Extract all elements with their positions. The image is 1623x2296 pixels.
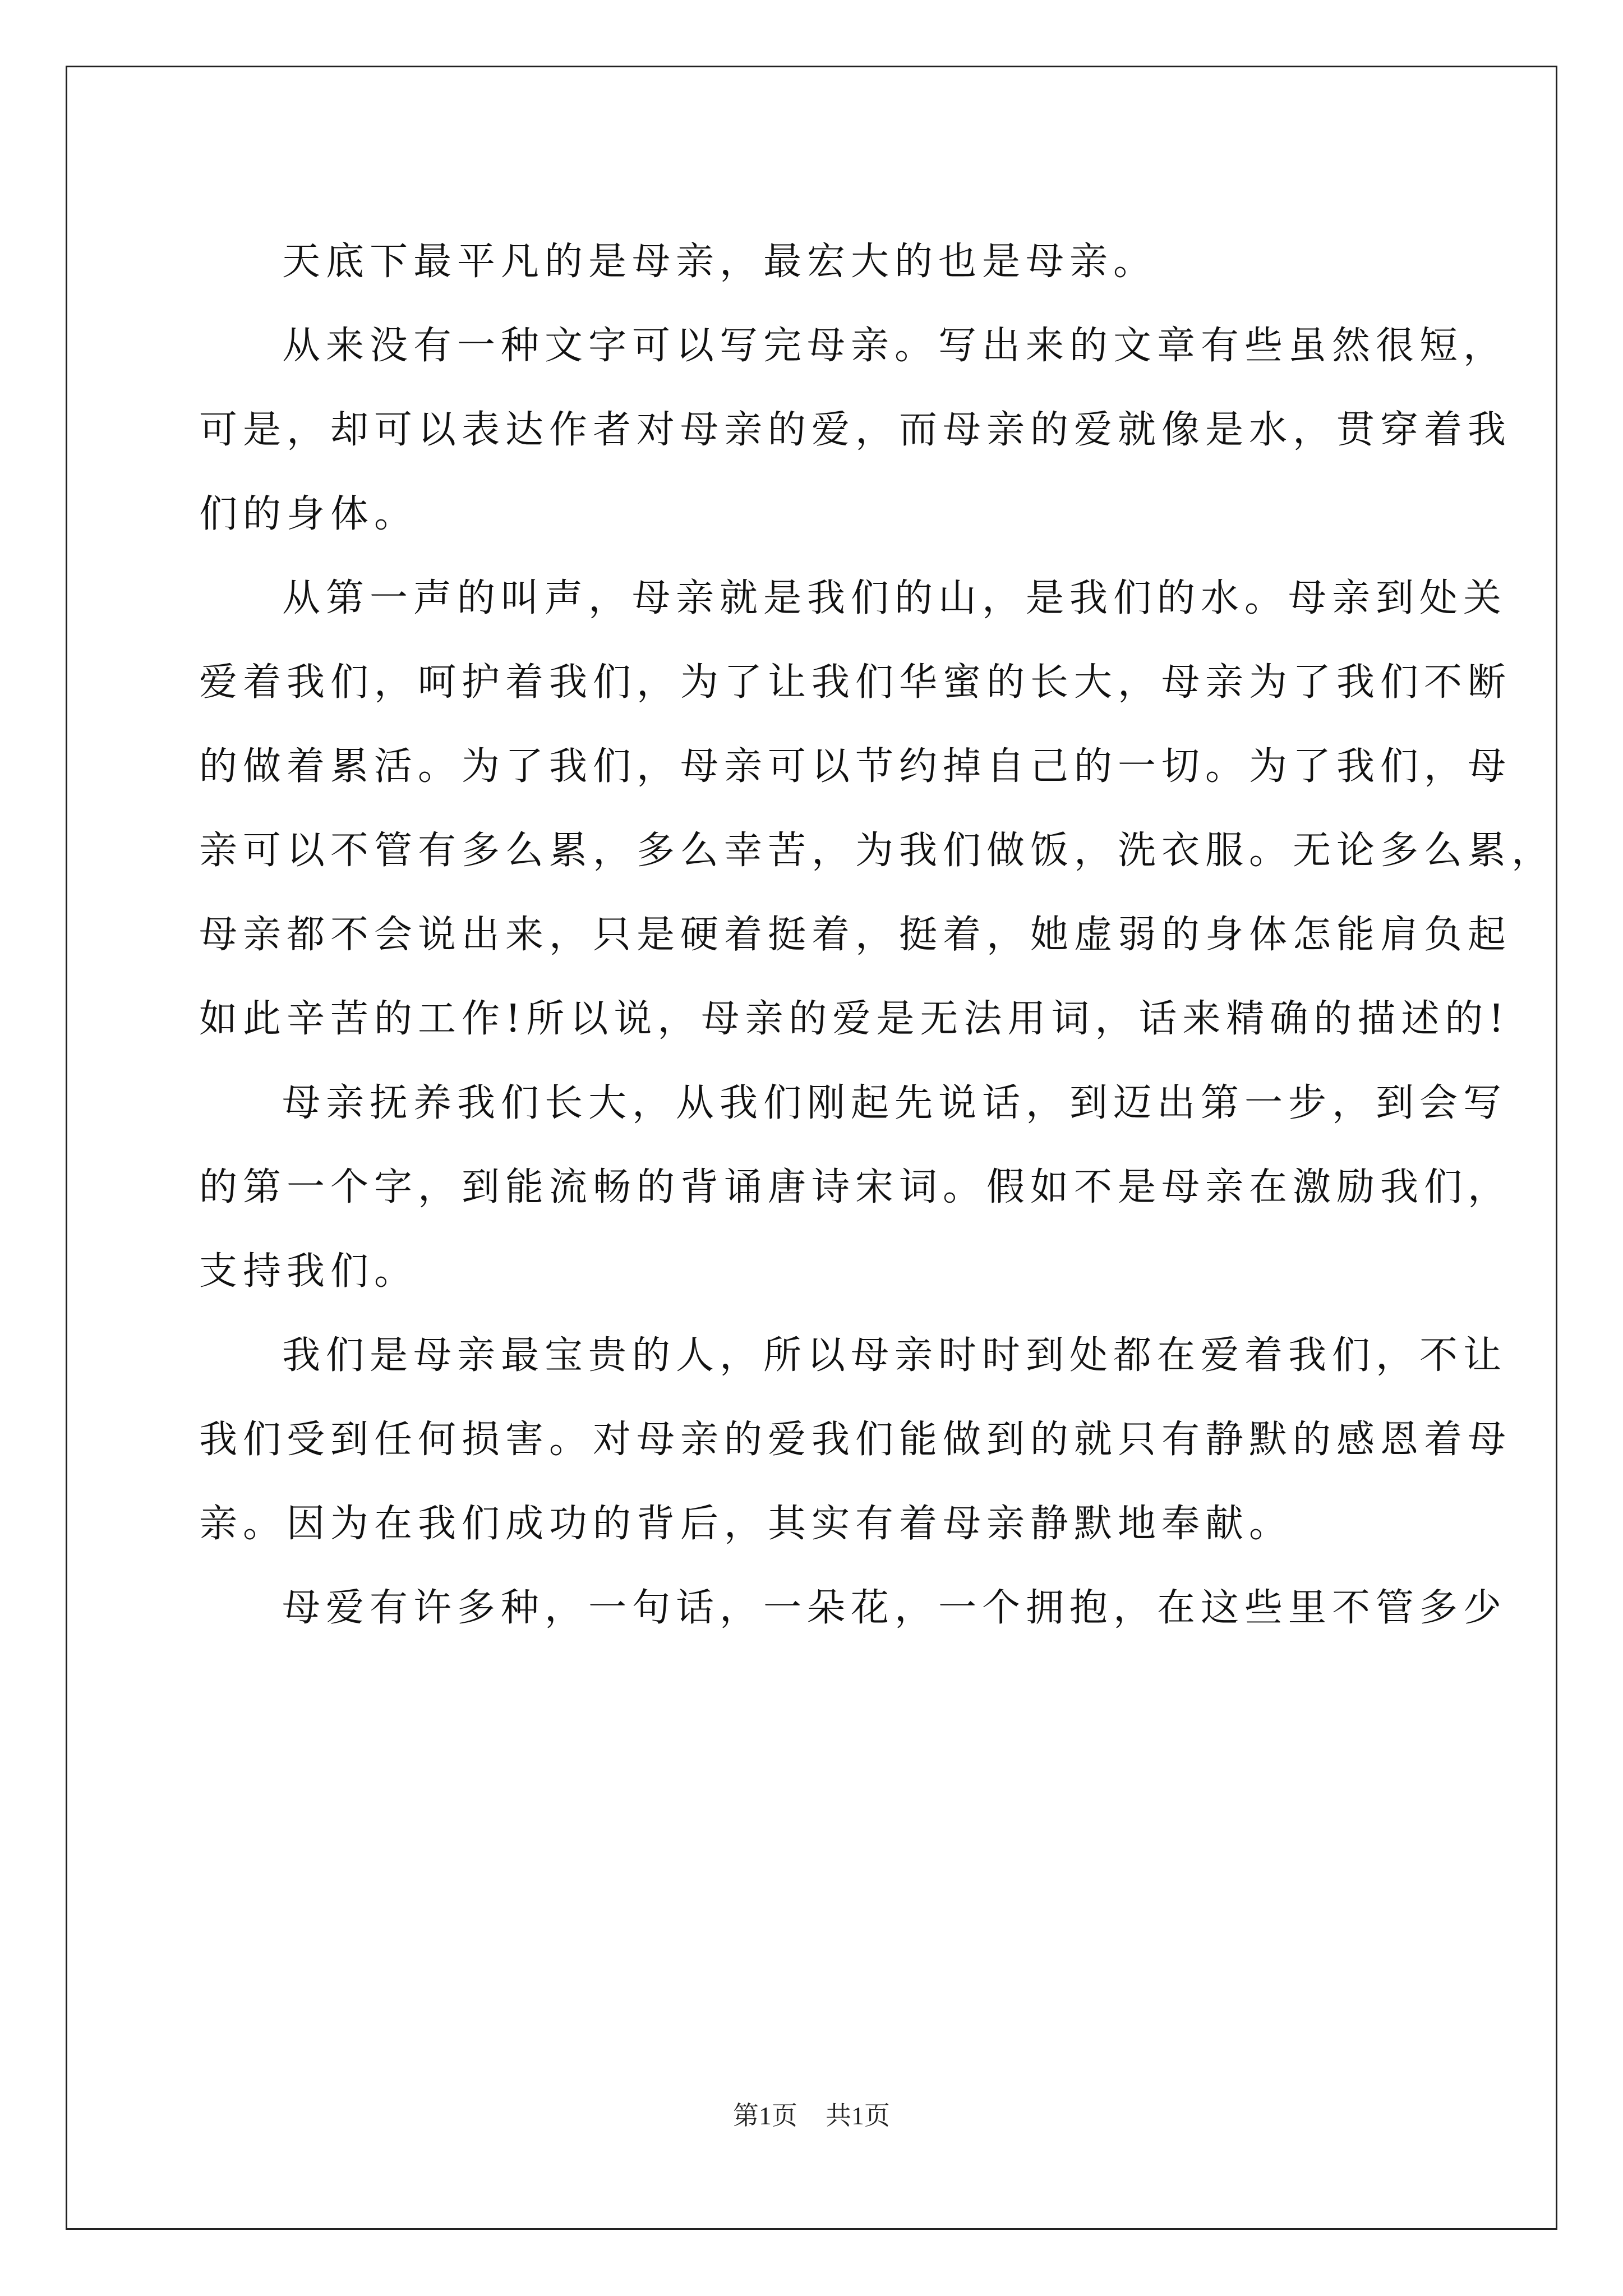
text-line: 的做着累活。为了我们，母亲可以节约掉自己的一切。为了我们，母 (199, 744, 1512, 789)
text-line: 的第一个字，到能流畅的背诵唐诗宋词。假如不是母亲在激励我们， (199, 1165, 1512, 1209)
text-line: 亲可以不管有多么累，多么幸苦，为我们做饭，洗衣服。无论多么累， (199, 829, 1556, 873)
text-line: 爱着我们，呵护着我们，为了让我们华蜜的长大，母亲为了我们不断 (199, 660, 1512, 705)
page-footer (0, 2095, 1623, 2132)
text-line: 我们受到任何损害。对母亲的爱我们能做到的就只有静默的感恩着母 (199, 1418, 1512, 1462)
text-line: 们的身体。 (199, 492, 418, 536)
text-line: 从第一声的叫声，母亲就是我们的山，是我们的水。母亲到处关 (282, 576, 1507, 620)
text-line: 可是，却可以表达作者对母亲的爱，而母亲的爱就像是水，贯穿着我 (199, 408, 1512, 452)
text-line: 如此辛苦的工作!所以说，母亲的爱是无法用词，话来精确的描述的! (199, 997, 1510, 1041)
text-line: 我们是母亲最宝贵的人，所以母亲时时到处都在爱着我们，不让 (282, 1333, 1507, 1378)
document-body (199, 220, 1556, 1650)
text-line: 母亲都不会说出来，只是硬着挺着，挺着，她虚弱的身体怎能肩负起 (199, 913, 1512, 957)
text-line: 天底下最平凡的是母亲，最宏大的也是母亲。 (282, 240, 1158, 284)
text-line: 支持我们。 (199, 1249, 418, 1294)
text-line: 亲。因为在我们成功的背后，其实有着母亲静默地奉献。 (199, 1502, 1293, 1546)
page-number: 第1页 (733, 2101, 797, 2130)
text-line: 母爱有许多种，一句话，一朵花，一个拥抱，在这些里不管多少 (282, 1586, 1507, 1630)
page-total: 共1页 (826, 2101, 890, 2130)
text-line: 母亲抚养我们长大，从我们刚起先说话，到迈出第一步，到会写 (282, 1081, 1507, 1125)
text-line: 从来没有一种文字可以写完母亲。写出来的文章有些虽然很短， (282, 324, 1507, 368)
